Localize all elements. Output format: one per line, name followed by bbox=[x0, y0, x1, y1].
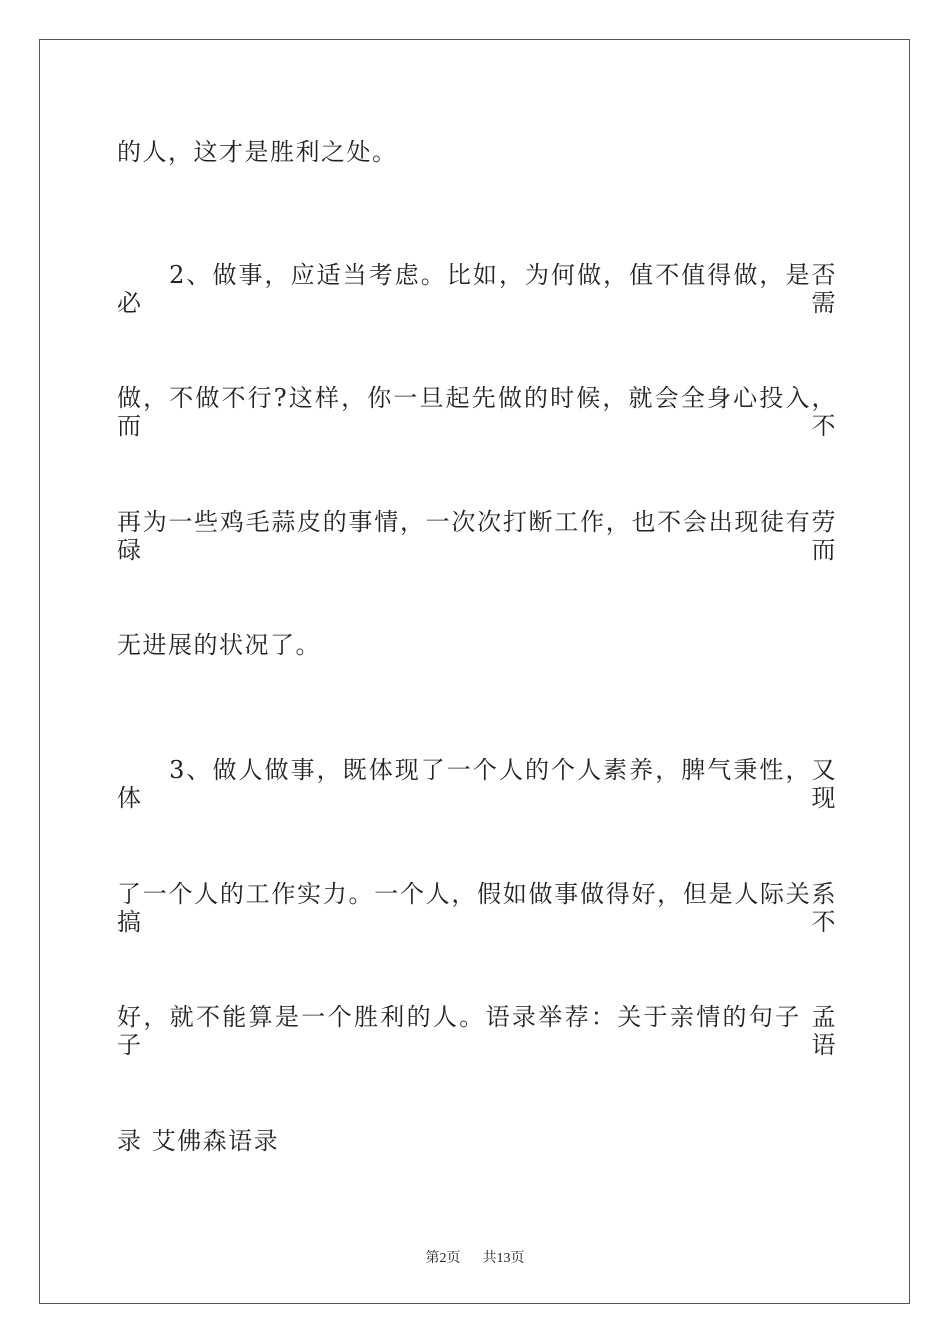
text-line-5: 无进展的状况了。 bbox=[117, 631, 321, 659]
text-line-8: 好，就不能算是一个胜利的人。语录举荐：关于亲情的句子 孟子语 bbox=[117, 1003, 837, 1059]
text-line-7: 了一个人的工作实力。一个人，假如做事做得好，但是人际关系搞不 bbox=[117, 880, 837, 936]
page-footer bbox=[0, 1247, 950, 1267]
text-line-9: 录 艾佛森语录 bbox=[117, 1127, 280, 1155]
text-line-6: 3、做人做事，既体现了一个人的个人素养，脾气秉性，又体现 bbox=[117, 756, 837, 812]
text-line-2: 2、做事，应适当考虑。比如，为何做，值不值得做，是否必需 bbox=[117, 261, 837, 317]
page-total: 共13页 bbox=[482, 1251, 525, 1266]
page-number: 第2页 bbox=[425, 1251, 461, 1266]
page-border bbox=[39, 39, 910, 1304]
text-line-4: 再为一些鸡毛蒜皮的事情，一次次打断工作，也不会出现徒有劳碌而 bbox=[117, 508, 837, 564]
text-line-3: 做，不做不行?这样，你一旦起先做的时候，就会全身心投入，而不 bbox=[117, 384, 837, 440]
text-line-1: 的人，这才是胜利之处。 bbox=[117, 138, 398, 166]
